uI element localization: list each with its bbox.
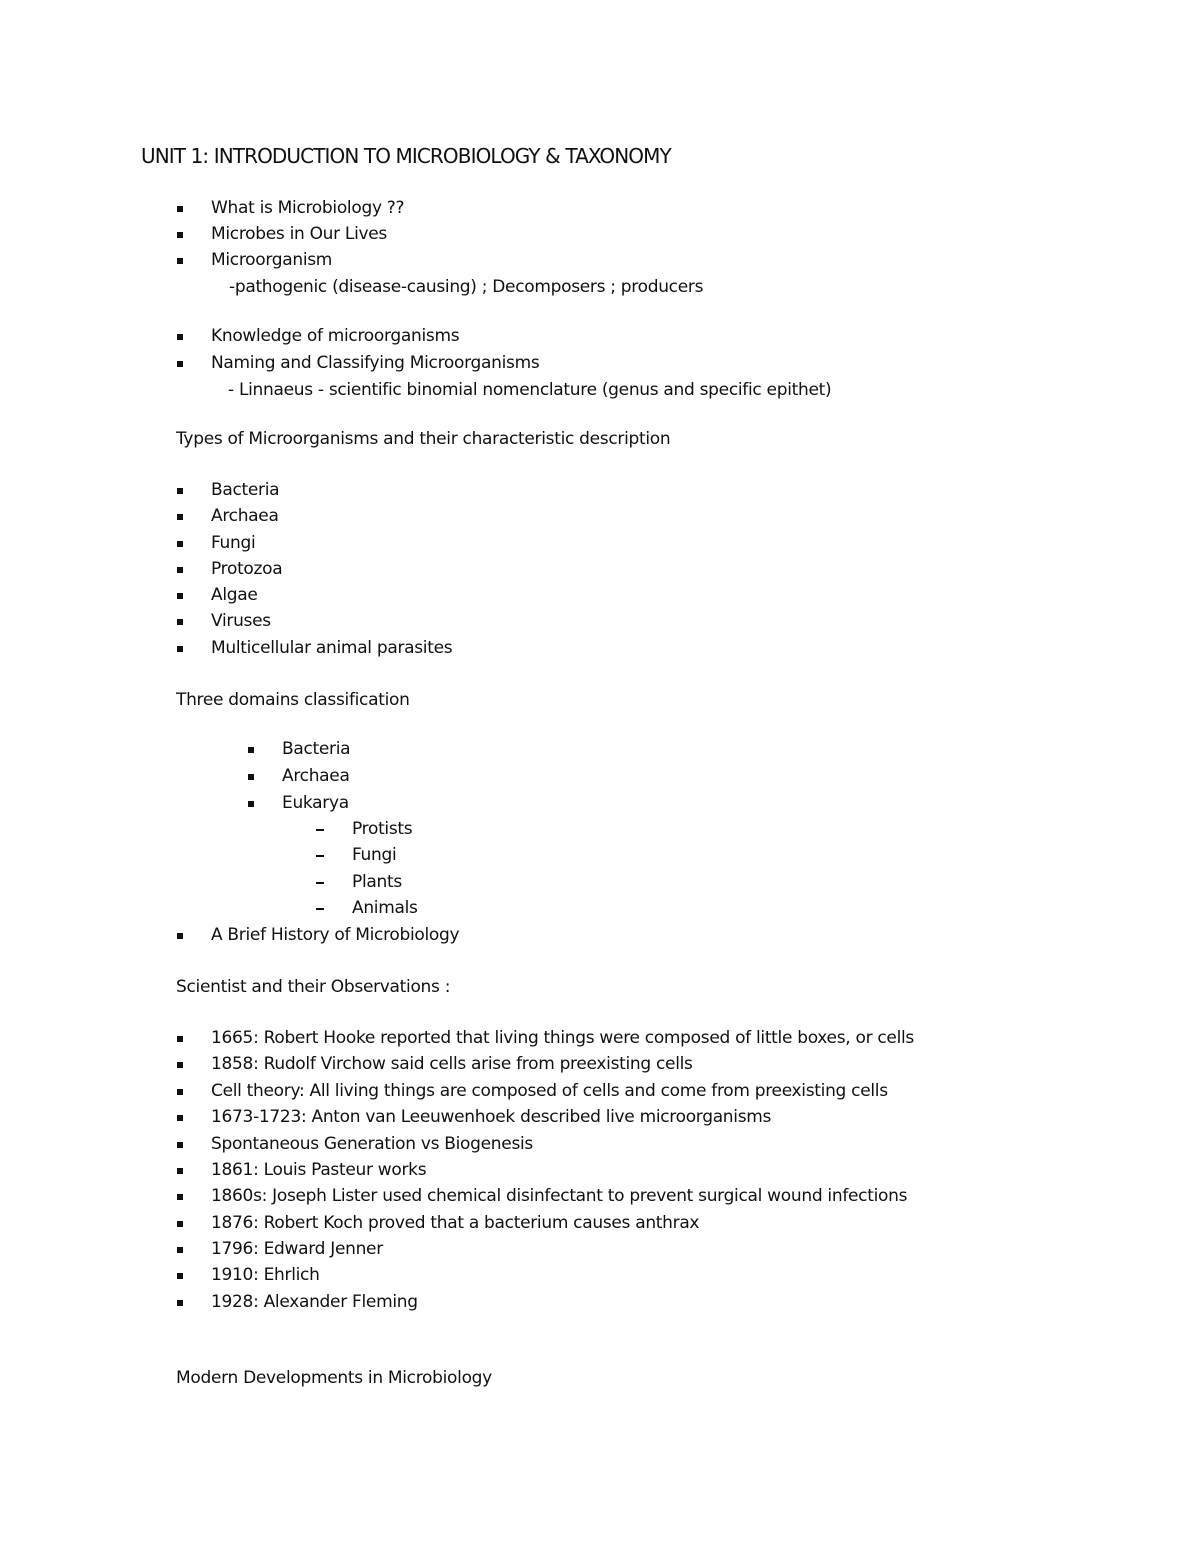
list-item: 1665: Robert Hooke reported that living things were composed of little boxes, or cells [211, 1028, 914, 1048]
bullet-icon [177, 541, 183, 547]
bullet-icon [177, 1247, 183, 1253]
bullet-icon [177, 334, 183, 340]
list-item: Cell theory: All living things are composed of cells and come from preexisting cells [211, 1081, 888, 1101]
list-item: 1858: Rudolf Virchow said cells arise from preexisting cells [211, 1054, 693, 1074]
bullet-icon [177, 1300, 183, 1306]
dash-icon [316, 829, 324, 831]
dash-icon [316, 882, 324, 884]
bullet-icon [177, 593, 183, 599]
bullet-icon [177, 206, 183, 212]
list-item: 1928: Alexander Fleming [211, 1292, 418, 1312]
list-item: 1876: Robert Koch proved that a bacterium causes anthrax [211, 1213, 700, 1233]
bullet-icon [177, 933, 183, 939]
bullet-icon [177, 1273, 183, 1279]
bullet-icon [177, 1194, 183, 1200]
list-item: 1860s: Joseph Lister used chemical disinfectant to prevent surgical wound infections [211, 1186, 908, 1206]
list-item: Fungi [352, 845, 397, 865]
scientists-heading: Scientist and their Observations : [176, 977, 451, 997]
list-item: Plants [352, 872, 402, 892]
dash-icon [316, 908, 324, 910]
list-item: Microbes in Our Lives [211, 224, 387, 244]
bullet-icon [248, 801, 254, 807]
bullet-icon [177, 1062, 183, 1068]
types-heading: Types of Microorganisms and their characteristic description [176, 429, 671, 449]
list-item: Archaea [211, 506, 279, 526]
list-item: Spontaneous Generation vs Biogenesis [211, 1134, 533, 1154]
list-item: Eukarya [282, 793, 349, 813]
bullet-icon [177, 1036, 183, 1042]
bullet-icon [177, 361, 183, 367]
list-item: Naming and Classifying Microorganisms [211, 353, 540, 373]
bullet-icon [248, 747, 254, 753]
bullet-icon [177, 232, 183, 238]
list-item: Knowledge of microorganisms [211, 326, 460, 346]
list-item: Protists [352, 819, 413, 839]
list-item: Protozoa [211, 559, 283, 579]
bullet-icon [248, 774, 254, 780]
bullet-icon [177, 1115, 183, 1121]
list-item: Fungi [211, 533, 256, 553]
bullet-icon [177, 488, 183, 494]
domains-heading: Three domains classification [176, 690, 410, 710]
list-item: Multicellular animal parasites [211, 638, 453, 658]
bullet-icon [177, 1089, 183, 1095]
list-item: 1673-1723: Anton van Leeuwenhoek described live microorganisms [211, 1107, 772, 1127]
bullet-icon [177, 646, 183, 652]
list-item: Bacteria [211, 480, 280, 500]
modern-heading: Modern Developments in Microbiology [176, 1368, 492, 1388]
dash-icon [316, 855, 324, 857]
bullet-icon [177, 1168, 183, 1174]
bullet-icon [177, 567, 183, 573]
linnaeus-note: - Linnaeus - scientific binomial nomenclature (genus and specific epithet) [228, 380, 832, 400]
list-item: Algae [211, 585, 258, 605]
bullet-icon [177, 619, 183, 625]
list-item: Archaea [282, 766, 350, 786]
list-item: Animals [352, 898, 418, 918]
list-item: What is Microbiology ?? [211, 198, 405, 218]
list-item: Bacteria [282, 739, 351, 759]
list-item: Viruses [211, 611, 271, 631]
list-item: A Brief History of Microbiology [211, 925, 460, 945]
list-item: 1796: Edward Jenner [211, 1239, 383, 1259]
bullet-icon [177, 1142, 183, 1148]
bullet-icon [177, 258, 183, 264]
list-item: 1910: Ehrlich [211, 1265, 320, 1285]
bullet-icon [177, 1221, 183, 1227]
list-item: 1861: Louis Pasteur works [211, 1160, 427, 1180]
list-item: Microorganism [211, 250, 333, 270]
bullet-icon [177, 514, 183, 520]
microorganism-note: -pathogenic (disease-causing) ; Decomposers ; producers [229, 277, 704, 297]
document-title: UNIT 1: INTRODUCTION TO MICROBIOLOGY & TAXONOMY [141, 144, 671, 168]
